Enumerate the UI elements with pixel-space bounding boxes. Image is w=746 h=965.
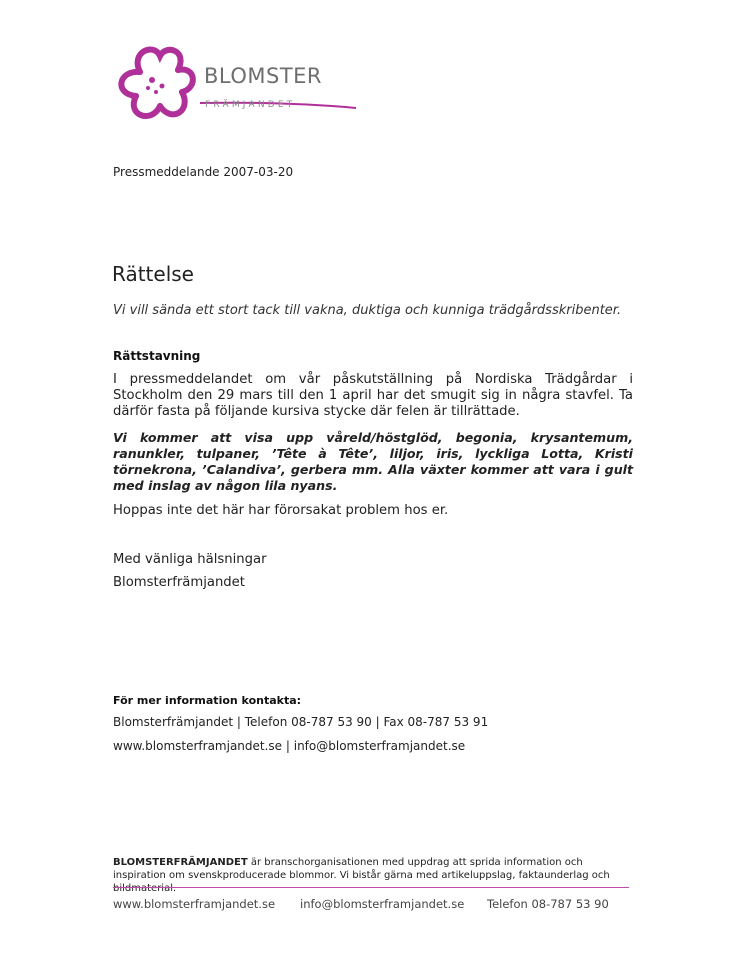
footer-about [113, 856, 633, 895]
logo [112, 40, 362, 130]
contact-heading: För mer information kontakta: [113, 694, 302, 707]
press-release-date: Pressmeddelande 2007-03-20 [113, 165, 294, 179]
closing-signature: Blomsterfrämjandet [113, 575, 245, 590]
footer-about-text: är branschorganisationen med uppdrag att sprida information och inspiration om svenskproducerade blommor. Vi bistår gärna med artikeluppslag, faktaunderlag och bildmaterial. [113, 857, 610, 894]
paragraph-explanation: I pressmeddelandet om vår påskutställning på Nordiska Trädgårdar i Stockholm den 29 mars till den 1 april har det smugit sig in några stavfel. Ta därför fasta på följande kursiva stycke där felen är tillrättade. [113, 372, 633, 419]
footer-links [113, 897, 609, 911]
intro-text: Vi vill sända ett stort tack till vakna, duktiga och kunniga trädgårdsskribenter. [113, 303, 622, 318]
paragraph-apology: Hoppas inte det här har förorsakat problem hos er. [113, 503, 449, 518]
footer-org-name: BLOMSTERFRÄMJANDET [113, 857, 248, 868]
paragraph-corrected: Vi kommer att visa upp våreld/höstglöd, begonia, krysantemum, ranunkler, tulpaner, ’Tête à Tête’, liljor, iris, lyckliga Lotta, Kristi törnekrona, ’Calandiva’, gerbera mm. Alla växter kommer att vara i gult med inslag av någon lila nyans. [113, 430, 633, 493]
contact-line-phone: Blomsterfrämjandet | Telefon 08-787 53 90 | Fax 08-787 53 91 [113, 715, 489, 729]
logo-wordmark: BLOMSTER [204, 64, 323, 88]
closing-greeting: Med vänliga hälsningar [113, 552, 267, 567]
footer-email-link[interactable]: info@blomsterframjandet.se [300, 897, 465, 911]
section-heading: Rättstavning [113, 349, 201, 363]
footer-phone: Telefon 08-787 53 90 [487, 897, 609, 911]
footer-divider [113, 887, 629, 888]
contact-line-web[interactable]: www.blomsterframjandet.se | info@blomsterframjandet.se [113, 739, 466, 753]
logo-subtitle: FRÄMJANDET [205, 100, 296, 110]
page-title: Rättelse [112, 262, 194, 286]
footer-web-link[interactable]: www.blomsterframjandet.se [113, 897, 276, 911]
